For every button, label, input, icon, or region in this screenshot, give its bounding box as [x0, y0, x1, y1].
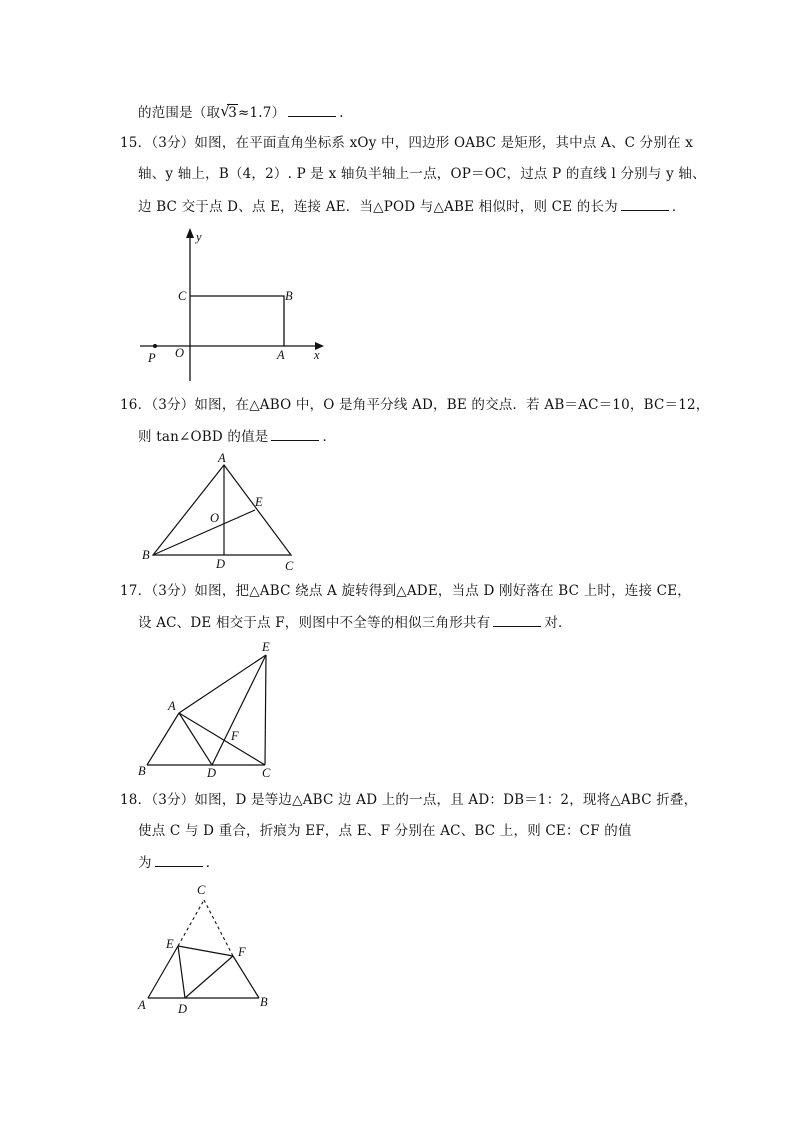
label-c: C	[262, 766, 271, 780]
question-number: 18．	[120, 792, 152, 808]
q14-text-2: ≈1.7）	[238, 105, 286, 121]
q15-line-3: 边 BC 交于点 D、点 E，连接 AE．当△POD 与△ABE 相似时，则 CE 的长为 ．	[138, 199, 686, 215]
question-number: 16．	[120, 397, 152, 413]
label-b: B	[285, 289, 293, 303]
label-e: E	[255, 495, 263, 509]
question-score: （3分）	[151, 792, 195, 808]
label-b: B	[142, 548, 150, 562]
q15-figure	[140, 225, 340, 385]
question-score: （3分）	[151, 135, 195, 151]
label-b: B	[260, 995, 268, 1009]
q16-figure	[140, 450, 310, 575]
label-f: F	[238, 945, 246, 959]
q17-line-1: 17．（3分）如图，把△ABC 绕点 A 旋转得到△ADE，当点 D 刚好落在 BC 上时，连接 CE，	[120, 583, 691, 599]
q14-tail: 的范围是（取 √ 3≈1.7） .	[138, 102, 344, 121]
answer-blank	[271, 428, 319, 441]
label-e: E	[166, 937, 174, 951]
label-c: C	[178, 289, 187, 303]
label-o: O	[175, 346, 185, 360]
q14-text: 的范围是（取	[138, 105, 221, 121]
label-a: A	[168, 699, 176, 713]
q17-line-2: 设 AC、DE 相交于点 F，则图中不全等的相似三角形共有 对．	[138, 615, 572, 631]
q17-figure	[135, 638, 295, 783]
label-a: A	[218, 451, 226, 465]
q15-line-2: 轴、y 轴上，B（4，2）. P 是 x 轴负半轴上一点，OP＝OC，过点 P 的直线 l 分别与 y 轴、	[138, 166, 706, 182]
label-x: x	[314, 348, 320, 362]
label-f: F	[231, 729, 239, 743]
label-y: y	[196, 230, 202, 244]
label-a: A	[277, 348, 285, 362]
label-d: D	[216, 557, 226, 571]
label-o: O	[210, 511, 220, 525]
answer-blank	[621, 198, 669, 211]
label-d: D	[207, 766, 217, 780]
q16-line-1: 16．（3分）如图，在△ABO 中，O 是角平分线 AD，BE 的交点．若 AB＝AC＝10，BC＝12，	[120, 397, 710, 413]
answer-blank	[493, 614, 541, 627]
answer-blank	[288, 104, 336, 117]
answer-blank	[155, 854, 203, 867]
sqrt-symbol: √ 3	[220, 102, 237, 121]
label-a: A	[138, 998, 146, 1012]
label-p: P	[148, 351, 156, 365]
q18-line-3: 为 ．	[138, 855, 220, 871]
label-e: E	[262, 640, 270, 654]
question-score: （3分）	[151, 583, 195, 599]
q18-line-2: 使点 C 与 D 重合，折痕为 EF，点 E、F 分别在 AC、BC 上，则 CE：CF 的值	[138, 823, 632, 839]
q18-figure	[135, 878, 285, 1018]
q15-line-1: 15．（3分）如图，在平面直角坐标系 xOy 中，四边形 OABC 是矩形，其中点 A、C 分别在 x	[120, 135, 694, 151]
question-number: 17．	[120, 583, 152, 599]
label-b: B	[138, 764, 146, 778]
question-score: （3分）	[151, 397, 195, 413]
q18-line-1: 18．（3分）如图，D 是等边△ABC 边 AD 上的一点，且 AD：DB＝1：2，现将△ABC 折叠，	[120, 792, 698, 808]
label-c: C	[285, 559, 294, 573]
question-number: 15．	[120, 135, 152, 151]
label-c: C	[197, 883, 206, 897]
label-d: D	[178, 1002, 188, 1016]
q16-line-2: 则 tan∠OBD 的值是 ．	[138, 429, 337, 445]
